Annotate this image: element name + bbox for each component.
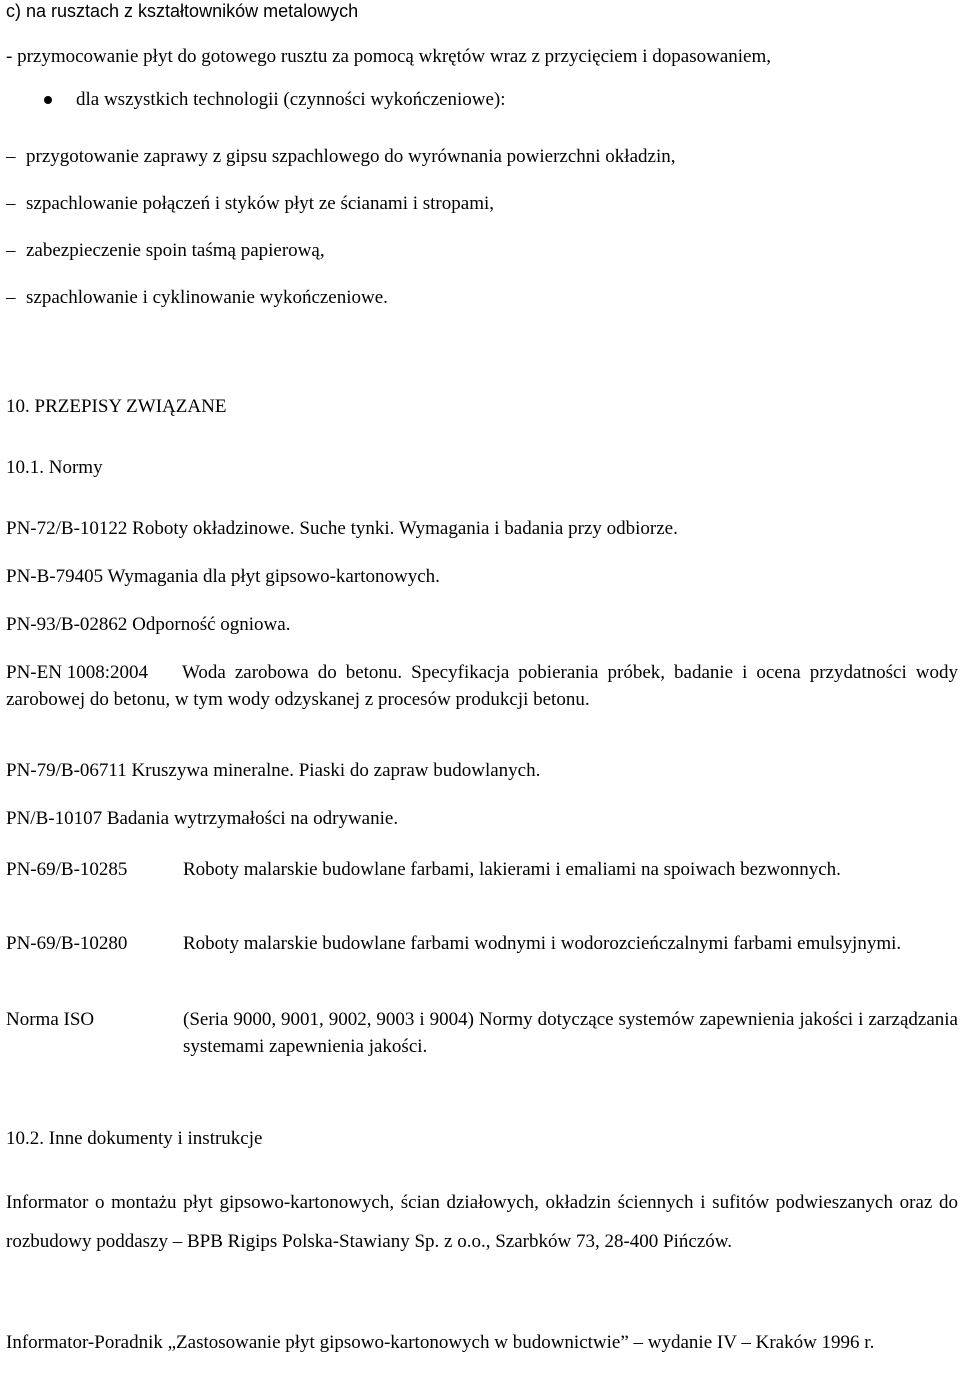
norm-item: PN-93/B-02862 Odporność ogniowa. <box>6 614 291 635</box>
bullet-line: dla wszystkich technologii (czynności wykończeniowe): <box>76 89 506 110</box>
norm-text: Roboty malarskie budowlane farbami, lakierami i emaliami na spoiwach bezwonnych. <box>183 859 841 880</box>
mount-line: - przymocowanie płyt do gotowego rusztu za pomocą wkrętów wraz z przycięciem i dopasowaniem, <box>6 46 772 67</box>
dash-item: – szpachlowanie połączeń i styków płyt ze ścianami i stropami, <box>6 193 494 214</box>
dash-item: – zabezpieczenie spoin taśmą papierową, <box>6 240 325 261</box>
norm-text: Roboty malarskie budowlane farbami wodnymi i wodorozcieńczalnymi farbami emulsyjnymi. <box>183 933 902 954</box>
dash-icon: – <box>6 240 16 261</box>
dash-icon: – <box>6 287 16 308</box>
norm-text: Woda zarobowa do betonu. Specyfikacja pobierania próbek, badanie i ocena przydatności wody zarobowej do betonu, w tym wody odzyskanej z procesów produkcji betonu. <box>6 662 958 710</box>
heading-c: c) na rusztach z kształtowników metalowych <box>6 1 359 21</box>
document-item: Informator o montażu płyt gipsowo-kartonowych, ścian działowych, okładzin ściennych i sufitów podwieszanych oraz do rozbudowy poddaszy – BPB Rigips Polska-Stawiany Sp. z o.o., Szarbków 73, 28-400 Pińczów. <box>6 1192 958 1252</box>
norm-item: PN/B-10107 Badania wytrzymałości na odrywanie. <box>6 808 399 829</box>
norm-item: PN-B-79405 Wymagania dla płyt gipsowo-kartonowych. <box>6 566 440 587</box>
dash-icon: – <box>6 146 16 167</box>
dash-item: – szpachlowanie i cyklinowanie wykończeniowe. <box>6 287 388 308</box>
dash-item: – przygotowanie zaprawy z gipsu szpachlowego do wyrównania powierzchni okładzin, <box>6 146 676 167</box>
section-title: 10. PRZEPISY ZWIĄZANE <box>6 396 227 417</box>
document-item: Informator-Poradnik „Zastosowanie płyt gipsowo-kartonowych w budownictwie” – wydanie IV – Kraków 1996 r. <box>6 1332 875 1353</box>
subsection-title: 10.2. Inne dokumenty i instrukcje <box>6 1128 263 1149</box>
norm-item: PN-72/B-10122 Roboty okładzinowe. Suche tynki. Wymagania i badania przy odbiorze. <box>6 518 678 539</box>
norm-text: (Seria 9000, 9001, 9002, 9003 i 9004) Normy dotyczące systemów zapewnienia jakości i zarządzania systemami zapewnienia jakości. <box>183 1009 958 1057</box>
norm-item: PN-79/B-06711 Kruszywa mineralne. Piaski do zapraw budowlanych. <box>6 760 541 781</box>
subsection-title: 10.1. Normy <box>6 457 103 478</box>
bullet-icon <box>44 96 52 104</box>
dash-icon: – <box>6 193 16 214</box>
